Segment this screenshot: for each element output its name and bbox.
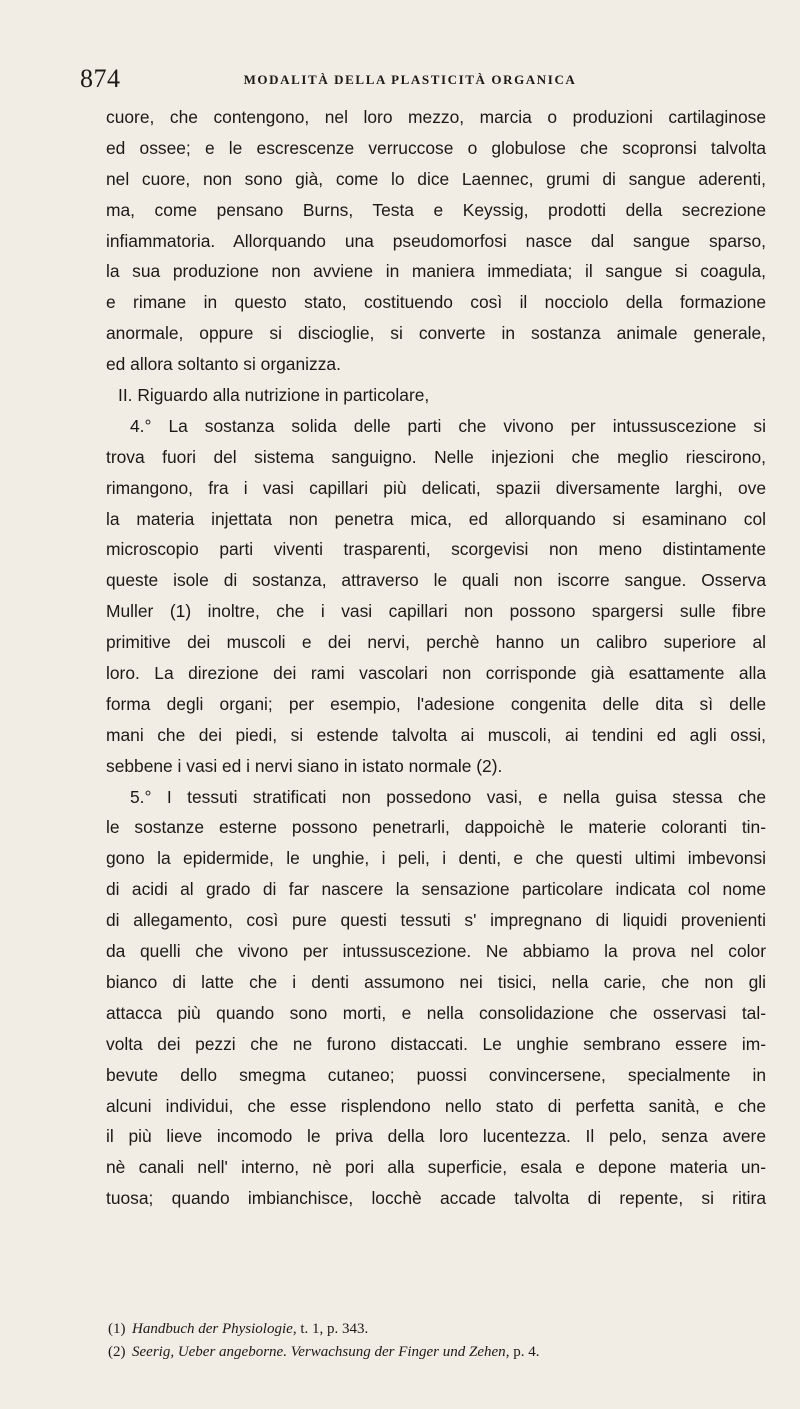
text-line: di allegamento, così pure questi tessuti s' impregnano di liquidi provenienti: [106, 910, 766, 931]
text-line: infiammatoria. Allorquando una pseudomorfosi nasce dal sangue sparso,: [106, 230, 766, 251]
text-line: loro. La direzione dei rami vascolari non corrisponde già esattamente alla: [106, 663, 766, 684]
text-line: mani che dei piedi, si estende talvolta ai muscoli, ai tendini ed agli ossi,: [106, 724, 766, 745]
text-line: nè canali nell' interno, nè pori alla superficie, esala e depone materia un-: [106, 1157, 766, 1178]
text-line: alcuni individui, che esse risplendono nello stato di perfetta sanità, e che: [106, 1095, 766, 1116]
text-line: trova fuori del sistema sanguigno. Nelle injezioni che meglio riescirono,: [106, 446, 766, 467]
footnote-number: (1): [108, 1321, 126, 1337]
text-line: anormale, oppure si discioglie, si converte in sostanza animale generale,: [106, 323, 766, 344]
text-line: la sua produzione non avviene in maniera immediata; il sangue si coagula,: [106, 261, 766, 282]
page-header: [80, 64, 770, 94]
text-line: 4.° La sostanza solida delle parti che vivono per intussuscezione si: [130, 415, 766, 436]
text-line: ma, come pensano Burns, Testa e Keyssig, prodotti della secrezione: [106, 199, 766, 220]
section-heading: II. Riguardo alla nutrizione in particolare,: [118, 385, 430, 406]
text-line: tuosa; quando imbianchisce, locchè accade talvolta di repente, si ritira: [106, 1188, 766, 1209]
text-line: di acidi al grado di far nascere la sensazione particolare indicata col nome: [106, 879, 766, 900]
text-line: cuore, che contengono, nel loro mezzo, marcia o produzioni cartilaginose: [106, 107, 766, 127]
text-line: Muller (1) inoltre, che i vasi capillari non possono spargersi sulle fibre: [106, 601, 766, 622]
footnote-number: (2): [108, 1344, 126, 1360]
running-title: MODALITÀ DELLA PLASTICITÀ ORGANICA: [243, 72, 577, 87]
text-line: le sostanze esterne possono penetrarli, dappoichè le materie coloranti tin-: [106, 817, 766, 838]
body-text: [106, 102, 766, 1214]
text-line: ed allora soltanto si organizza.: [106, 354, 341, 375]
text-line: sebbene i vasi ed i nervi siano in istato normale (2).: [106, 755, 503, 776]
text-line: queste isole di sostanza, attraverso le quali non iscorre sangue. Osserva: [106, 570, 766, 591]
text-line: nel cuore, non sono già, come lo dice Laennec, grumi di sangue aderenti,: [106, 168, 766, 189]
text-line: bianco di latte che i denti assumono nei tisici, nella carie, che non gli: [106, 971, 766, 992]
page-number: 874: [80, 64, 121, 93]
text-line: rimangono, fra i vasi capillari più delicati, spazii diversamente larghi, ove: [106, 477, 766, 498]
text-line: microscopio parti viventi trasparenti, scorgevisi non meno distintamente: [106, 539, 766, 560]
text-line: ed ossee; e le escrescenze verruccose o globulose che scopronsi talvolta: [106, 137, 766, 158]
text-line: volta dei pezzi che ne furono distaccati. Le unghie sembrano essere im-: [106, 1033, 766, 1054]
text-line: la materia injettata non penetra mica, ed allorquando si esaminano col: [106, 508, 766, 529]
text-line: da quelli che vivono per intussuscezione. Ne abbiamo la prova nel color: [106, 941, 766, 962]
text-line: gono la epidermide, le unghie, i peli, i denti, e che questi ultimi imbevonsi: [106, 848, 766, 869]
text-line: forma degli organi; per esempio, l'adesione congenita delle dita sì delle: [106, 693, 766, 714]
text-line: e rimane in questo stato, costituendo così il nocciolo della formazione: [106, 292, 766, 313]
footnote-title: Seerig, Ueber angeborne. Verwachsung der Finger und Zehen: [132, 1344, 506, 1360]
text-line: bevute dello smegma cutaneo; puossi convincersene, specialmente in: [106, 1064, 766, 1085]
footnote-reference: , p. 4.: [505, 1344, 540, 1360]
footnote: [108, 1318, 748, 1341]
text-line: attacca più quando sono morti, e nella consolidazione che osservasi tal-: [106, 1002, 766, 1023]
footnote: [108, 1341, 748, 1364]
text-line: 5.° I tessuti stratificati non possedono vasi, e nella guisa stessa che: [130, 786, 766, 807]
text-line: primitive dei muscoli e dei nervi, perchè hanno un calibro superiore al: [106, 632, 766, 653]
footnotes: [108, 1318, 748, 1364]
text-line: il più lieve incomodo le priva della loro lucentezza. Il pelo, senza avere: [106, 1126, 766, 1147]
footnote-reference: , t. 1, p. 343.: [292, 1321, 369, 1337]
footnote-title: Handbuch der Physiologie: [132, 1321, 293, 1337]
